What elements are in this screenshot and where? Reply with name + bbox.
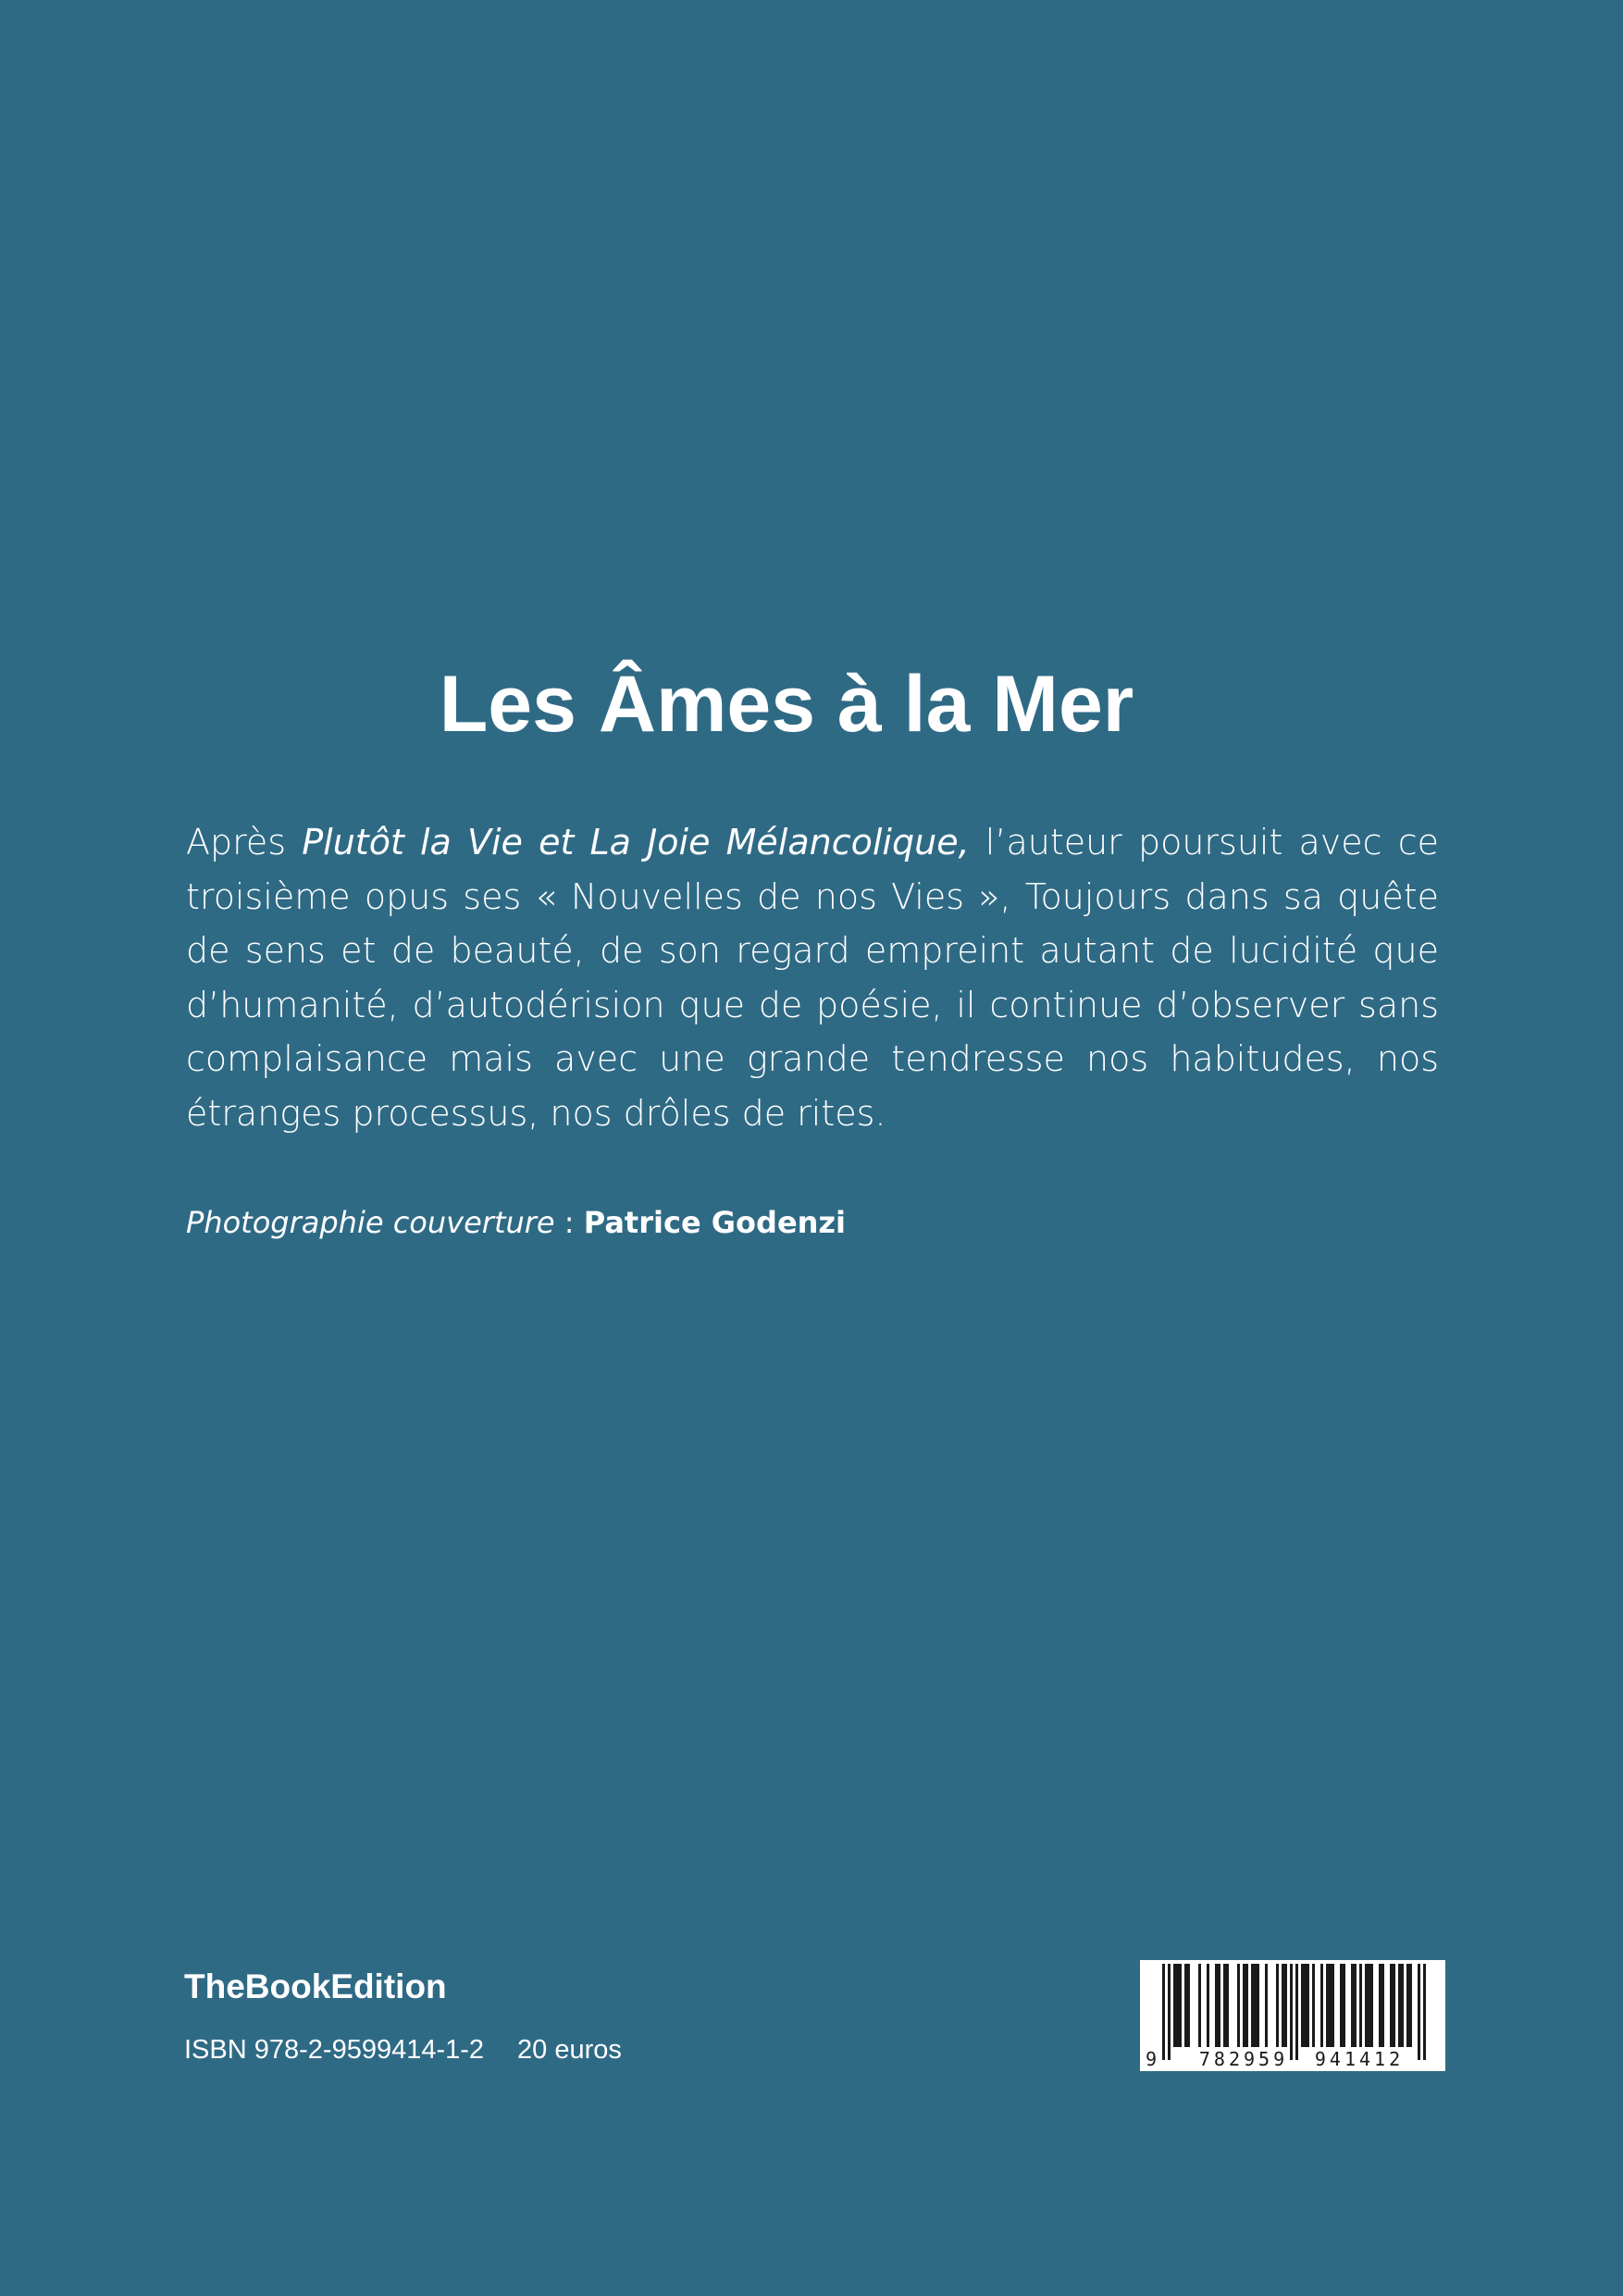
photo-credit-separator: : bbox=[554, 1205, 584, 1240]
barcode-bar bbox=[1409, 1964, 1412, 2047]
barcode-bar bbox=[1379, 1964, 1381, 2047]
barcode-bar bbox=[1406, 1964, 1409, 2047]
price: 20 euros bbox=[517, 2035, 622, 2065]
barcode-bar bbox=[1381, 1964, 1384, 2047]
barcode-bar bbox=[1312, 1964, 1315, 2047]
barcode-bar bbox=[1307, 1964, 1309, 2047]
barcode-bar bbox=[1282, 1964, 1284, 2047]
barcode-bar bbox=[1207, 1964, 1209, 2047]
barcode-bar bbox=[1168, 1964, 1171, 2060]
barcode-bar bbox=[1401, 1964, 1404, 2047]
barcode-bar bbox=[1215, 1964, 1218, 2047]
barcode-bar bbox=[1295, 1964, 1298, 2060]
barcode-bar bbox=[1162, 1964, 1165, 2060]
barcode-bar bbox=[1359, 1964, 1362, 2047]
barcode-bar bbox=[1245, 1964, 1248, 2047]
blurb-intro: Après bbox=[186, 822, 303, 863]
barcode-bar bbox=[1254, 1964, 1257, 2047]
barcode-bar bbox=[1398, 1964, 1401, 2047]
photo-credit bbox=[186, 1205, 846, 1240]
isbn-number: ISBN 978-2-9599414-1-2 bbox=[184, 2035, 485, 2065]
barcode-bar bbox=[1390, 1964, 1393, 2047]
barcode-bar bbox=[1332, 1964, 1334, 2047]
barcode-bar bbox=[1265, 1964, 1268, 2047]
photo-credit-label: Photographie couverture bbox=[186, 1205, 555, 1240]
barcode-bar bbox=[1176, 1964, 1179, 2047]
barcode-bar bbox=[1276, 1964, 1279, 2047]
barcode-bar bbox=[1226, 1964, 1229, 2047]
barcode-bar bbox=[1354, 1964, 1357, 2047]
barcode-bar bbox=[1326, 1964, 1329, 2047]
barcode-bar bbox=[1257, 1964, 1259, 2047]
blurb-italic-titles: Plutôt la Vie et La Joie Mélancolique, bbox=[302, 822, 970, 863]
barcode-bar bbox=[1237, 1964, 1240, 2047]
isbn-price-line bbox=[184, 2035, 622, 2066]
barcode-bar bbox=[1329, 1964, 1332, 2047]
barcode-bar bbox=[1223, 1964, 1226, 2047]
barcode-bar bbox=[1290, 1964, 1293, 2060]
photo-credit-name: Patrice Godenzi bbox=[583, 1205, 847, 1240]
barcode-bar bbox=[1393, 1964, 1395, 2047]
barcode-bar bbox=[1370, 1964, 1373, 2047]
barcode-right-digits: 941412 bbox=[1314, 2048, 1405, 2070]
publisher-name: TheBookEdition bbox=[184, 1967, 447, 2005]
barcode-left-digits: 782959 bbox=[1198, 2048, 1289, 2070]
isbn-barcode bbox=[1140, 1960, 1445, 2071]
barcode-bar bbox=[1251, 1964, 1254, 2047]
barcode-bar bbox=[1243, 1964, 1245, 2047]
barcode-first-digit: 9 bbox=[1145, 2048, 1158, 2070]
barcode-bar bbox=[1184, 1964, 1187, 2047]
barcode-bar bbox=[1368, 1964, 1370, 2047]
barcode-bar bbox=[1340, 1964, 1343, 2047]
barcode-bar bbox=[1418, 1964, 1420, 2060]
barcode-bar bbox=[1320, 1964, 1323, 2047]
barcode-bar bbox=[1198, 1964, 1201, 2047]
barcode-bar bbox=[1173, 1964, 1176, 2047]
barcode-bar bbox=[1179, 1964, 1182, 2047]
book-blurb bbox=[186, 815, 1439, 1140]
barcode-bar bbox=[1304, 1964, 1307, 2047]
blurb-body: l’auteur poursuit avec ce troisième opus ses « Nouvelles de nos Vies », Toujours dans sa quête de sens et de beauté, de son regard empreint autant de lucidité que d’humanité, d’autodérision que de poésie, il continue d’observer sans complaisance mais avec une grande tendresse nos habitudes, nos étranges processus, nos drôles de rites. bbox=[186, 822, 1439, 1134]
barcode-bar bbox=[1187, 1964, 1190, 2047]
barcode-bar bbox=[1218, 1964, 1220, 2047]
barcode-bar bbox=[1284, 1964, 1287, 2047]
book-title: Les Âmes à la Mer bbox=[439, 660, 1134, 749]
barcode-bar bbox=[1423, 1964, 1426, 2060]
barcode-bar bbox=[1343, 1964, 1345, 2047]
barcode-bar bbox=[1365, 1964, 1368, 2047]
barcode-bar bbox=[1351, 1964, 1354, 2047]
barcode-bar bbox=[1301, 1964, 1304, 2047]
